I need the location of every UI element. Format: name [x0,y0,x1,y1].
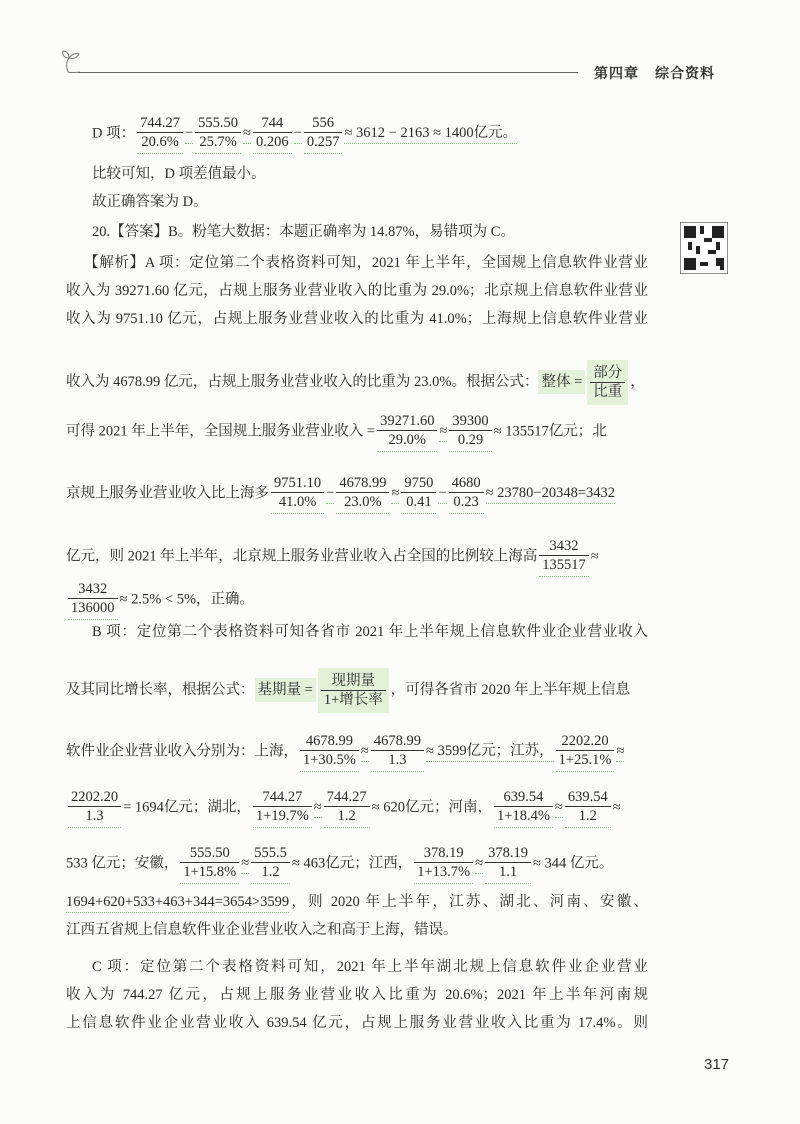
text-run: ，则 2020 年上半年，江苏、湖北、河南、安徽、 [289,894,648,910]
text-run: ≈ 23780−20348=3432 [486,485,615,504]
numerator: 4678.99 [300,732,359,751]
numerator: 555.50 [195,114,241,133]
text-run: ≈ [241,855,249,874]
fraction [371,732,424,772]
text-run: ≈ 2.5% < 5%，正确。 [119,591,255,608]
page-number: 317 [704,1056,730,1073]
denominator: 1.2 [261,864,280,880]
text-run: − [438,485,446,504]
denominator: 20.6% [141,134,179,150]
fraction [414,844,473,884]
text-line [92,222,648,242]
numerator: 378.19 [414,844,473,863]
text-line [66,309,648,329]
numerator: 部分 [590,364,625,383]
text-line [66,788,648,828]
text-line [92,622,648,642]
text-run: ≈ 344 亿元。 [532,855,614,872]
text-line [92,192,648,212]
text-line [66,844,648,884]
denominator: 1.2 [578,808,597,824]
denominator: 136000 [71,600,115,616]
denominator: 1+19.7% [255,808,309,824]
denominator: 23.0% [344,494,382,510]
fraction [304,114,343,154]
text-run: D 项： [92,125,136,142]
text-line [66,1013,648,1033]
text-run: 上信息软件业企业营业收入 639.54 亿元，占规上服务业营业收入比重为 17.4%。则 [66,1015,648,1031]
text-run: 江西五省规上信息软件业企业营业收入之和高于上海，错误。 [66,922,458,938]
numerator: 556 [304,114,343,133]
fraction [449,474,484,514]
text-run: 亿元，则 2021 年上半年，北京规上服务业营业收入占全国的比例较上海高 [66,548,538,565]
text-run: 京规上服务业营业收入比上海多 [66,485,269,502]
fraction [271,474,324,514]
numerator: 现期量 [321,672,386,691]
fraction [68,788,121,828]
text-run: ≈ 620亿元；河南， [371,799,493,816]
text-run: ≈ [555,799,563,818]
text-run: ≈ 3612 − 2163 ≈ 1400亿元。 [344,125,517,144]
header-rule [78,72,578,73]
text-line [66,892,648,912]
fraction [539,537,589,577]
text-run: 20.【答案】B。粉笔大数据：本题正确率为 14.87%，易错项为 C。 [92,224,515,240]
text-run: − [294,125,302,144]
denominator: 0.257 [306,134,340,150]
text-run: 收入为 39271.60 亿元，占规上服务业营业收入的比重为 29.0%；北京规上信息软件业营业 [66,283,648,299]
text-run: 软件业企业营业收入分别为：上海， [66,743,298,760]
numerator: 639.54 [494,788,553,807]
chapter-number: 第四章 [594,65,639,81]
text-run: ≈ [475,855,483,874]
numerator: 639.54 [565,788,611,807]
fraction [180,844,239,884]
fraction [195,114,241,154]
text-run: − [185,125,193,144]
denominator: 0.23 [453,494,479,510]
text-run: ≈ [590,548,599,565]
denominator: 0.29 [457,432,484,448]
denominator: 1+增长率 [323,692,383,708]
fraction [253,114,292,154]
fraction [324,788,370,828]
fraction [377,412,437,452]
fraction [137,114,183,154]
numerator: 9750 [401,474,436,493]
text-run: ， [630,373,645,390]
numerator: 744.27 [324,788,370,807]
denominator: 0.206 [256,134,289,150]
fraction [300,732,359,772]
text-run: ，可得各省市 2020 年上半年规上信息 [390,681,630,698]
numerator: 744 [253,114,292,133]
text-line [66,281,648,301]
text-run: 比较可知，D 项差值最小。 [92,166,266,182]
text-run: 可得 2021 年上半年，全国规上服务业营业收入 = [66,423,376,440]
numerator: 744.27 [137,114,183,133]
text-line [66,360,648,405]
text-run: ≈ 463亿元；江西， [291,855,413,872]
denominator: 41.0% [278,494,317,510]
chapter-header [594,63,715,83]
text-run: ≈ [616,743,624,762]
denominator: 1.2 [337,808,356,824]
denominator: 0.41 [406,494,432,510]
denominator: 135517 [542,557,586,573]
text-run: 收入为 4678.99 亿元，占规上服务业营业收入的比重为 23.0%。根据公式： [66,373,539,390]
text-run: 1694+620+533+463+344=3654>3599 [66,894,289,913]
numerator: 3432 [68,580,118,599]
denominator: 1.3 [388,752,407,768]
fraction [68,580,118,620]
numerator: 4680 [449,474,484,493]
fraction [565,788,611,828]
numerator: 378.19 [485,844,531,863]
fraction [587,360,628,405]
numerator: 39300 [449,412,491,431]
denominator: 1.3 [85,808,104,824]
numerator: 2202.20 [556,732,615,751]
fraction [253,788,312,828]
text-line [66,732,648,772]
numerator: 4678.99 [371,732,424,751]
text-line [66,580,648,620]
text-line [66,412,648,452]
fraction [318,668,389,713]
text-run: ≈ 135517亿元；北 [493,423,607,440]
text-line [66,668,648,713]
text-run: ≈ 3599亿元；江苏， [426,743,554,762]
fraction [556,732,615,772]
text-run: ≈ [612,799,621,816]
text-run: 及其同比增长率，根据公式： [66,681,255,698]
denominator: 1+15.8% [183,864,237,880]
numerator: 3432 [539,537,589,556]
numerator: 555.50 [180,844,239,863]
fraction [494,788,553,828]
text-line [92,957,648,977]
denominator: 比重 [593,384,623,400]
text-line [92,114,648,154]
text-run: ≈ [243,125,251,144]
numerator: 39271.60 [377,412,437,431]
text-run: ≈ [391,485,399,504]
denominator: 1+18.4% [497,808,550,824]
fraction [449,412,491,452]
text-run: 收入为 744.27 亿元，占规上服务业营业收入比重为 20.6%；2021 年上半年河南规 [66,987,648,1003]
text-run: 533 亿元；安徽， [66,855,179,872]
numerator: 744.27 [253,788,312,807]
numerator: 9751.10 [271,474,324,493]
text-run: B 项：定位第二个表格资料可知各省市 2021 年上半年规上信息软件业企业营业收入 [92,624,648,640]
qr-code-icon [680,222,728,274]
denominator: 1+25.1% [558,752,612,768]
denominator: 1.1 [498,864,518,880]
text-run: C 项：定位第二个表格资料可知，2021 年上半年湖北规上信息软件业企业营业 [92,959,648,975]
denominator: 1+13.7% [417,864,471,880]
text-line [66,920,648,940]
text-line [66,474,648,514]
fraction [485,844,531,884]
numerator: 555.5 [251,844,290,863]
text-line [66,985,648,1005]
text-run: 整体 = [538,370,585,394]
text-run: ≈ [439,423,447,442]
text-run: 【解析】A 项：定位第二个表格资料可知，2021 年上半年，全国规上信息软件业营业 [84,255,648,271]
fraction [401,474,436,514]
text-line [84,253,648,273]
fraction [336,474,389,514]
numerator: 2202.20 [68,788,121,807]
text-run: 基期量 = [255,678,316,702]
text-run: ≈ [361,743,369,762]
text-line [92,164,648,184]
text-line [66,537,648,577]
text-run: 收入为 9751.10 亿元，占规上服务业营业收入的比重为 41.0%；上海规上信息软件业营业 [66,311,648,327]
text-run: = 1694亿元；湖北， [123,799,251,816]
text-run: 故正确答案为 D。 [92,194,208,210]
numerator: 4678.99 [336,474,389,493]
denominator: 29.0% [388,432,426,448]
denominator: 25.7% [199,134,237,150]
text-run: ≈ [314,799,322,818]
fraction [251,844,290,884]
chapter-title: 综合资料 [655,65,715,81]
text-run: − [326,485,334,504]
denominator: 1+30.5% [303,752,356,768]
